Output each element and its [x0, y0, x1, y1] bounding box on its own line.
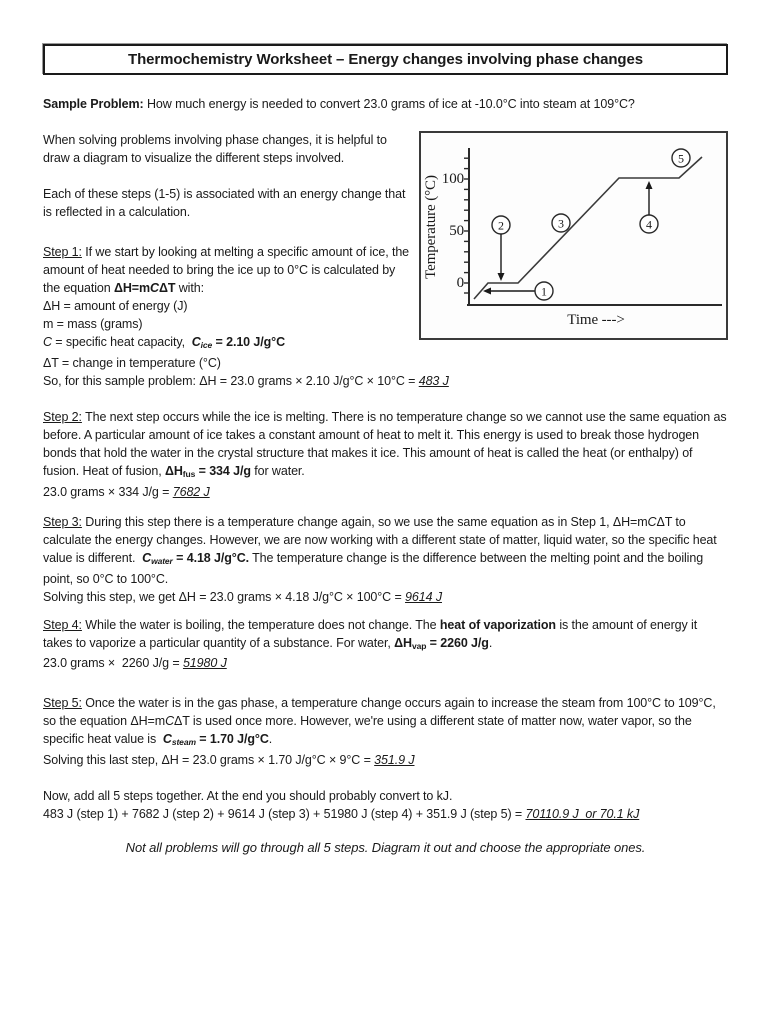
step-2-text: Step 2: The next step occurs while the ice is melting. There is no temperature change so we cannot use the same equation as before. A particular amount of ice takes a constant amount of heat to melt it. This energy is used to break those hydrogen bonds that hold the water in the crystal structure that makes it ice. This amount of heat is called the heat (or enthalpy) of fusion. Heat of fusion, ΔHfus = 334 J/g for water. [43, 409, 730, 479]
worksheet-title-box [43, 44, 728, 75]
step-marker-1 [483, 282, 553, 300]
step-3-text: Step 3: During this step there is a temperature change again, so we use the same equation as in Step 1, ΔH=mCΔT to calculate the energy changes. However, we are now working with a different state of matter, liquid water, so the specific heat value is different. Cwater = 4.18 J/g°C. The temperature change is the difference between the melting point and the boiling point, so 0°C to 100°C. [43, 514, 721, 586]
step-3-calculation: Solving this step, we get ΔH = 23.0 grams × 4.18 J/g°C × 100°C = 9614 J [43, 589, 442, 604]
step-4-calculation: 23.0 grams × 2260 J/g = 51980 J [43, 656, 227, 671]
y-tick-0: 0 [456, 275, 464, 291]
step-2-block [43, 408, 728, 501]
summary-calculation: 483 J (step 1) + 7682 J (step 2) + 9614 J (step 3) + 51980 J (step 4) + 351.9 J (step 5) = 70110.9 J or 70.1 kJ [43, 807, 640, 822]
step-marker-3 [552, 214, 570, 232]
heating-curve-svg [421, 133, 722, 334]
intro-paragraph-2: Each of these steps (1-5) is associated with an energy change that is reflected in a calculation. [43, 187, 406, 219]
worksheet-title: Thermochemistry Worksheet – Energy changes involving phase changes [128, 51, 643, 68]
step-3-block [43, 513, 728, 606]
y-axis-label: Temperature (°C) [423, 175, 439, 279]
step-1-def-dt: ΔT = change in temperature (°C) [43, 355, 221, 370]
step-marker-5 [672, 149, 690, 167]
summary-text: Now, add all 5 steps together. At the end you should probably convert to kJ. [43, 789, 453, 804]
step-4-block [43, 616, 728, 673]
step-4-text: Step 4: While the water is boiling, the temperature does not change. The heat of vaporization is the amount of energy it takes to vaporize a particular quantity of a substance. For water, ΔHvap = 2260 J/g. [43, 617, 701, 651]
summary-block [43, 787, 728, 823]
svg-text:2: 2 [498, 218, 504, 233]
closing-note: Not all problems will go through all 5 steps. Diagram it out and choose the appropriate ones. [125, 840, 646, 856]
step-1-def-dh: ΔH = amount of energy (J) [43, 299, 188, 313]
x-axis-label: Time ---> [567, 312, 625, 328]
step-5-calculation: Solving this last step, ΔH = 23.0 grams × 1.70 J/g°C × 9°C = 351.9 J [43, 753, 415, 768]
svg-text:3: 3 [558, 216, 564, 231]
heating-curve-diagram [419, 131, 728, 340]
step-1-def-c: C = specific heat capacity, Cice = 2.10 J/g°C [43, 335, 285, 350]
step-marker-2 [492, 216, 510, 281]
step-1-calculation: So, for this sample problem: ΔH = 23.0 grams × 2.10 J/g°C × 10°C = 483 J [43, 373, 449, 388]
y-tick-100: 100 [441, 171, 464, 187]
step-1-def-m: m = mass (grams) [43, 317, 143, 331]
svg-text:4: 4 [646, 217, 652, 232]
step-1-text: Step 1: If we start by looking at melting a specific amount of ice, the amount of heat needed to bring the ice up to 0°C is calculated by the equation ΔH=mCΔT with: [43, 245, 413, 295]
svg-text:5: 5 [678, 151, 684, 166]
step-5-block [43, 694, 728, 769]
step-2-calculation: 23.0 grams × 334 J/g = 7682 J [43, 484, 210, 499]
step-5-text: Step 5: Once the water is in the gas phase, a temperature change occurs again to increase the steam from 100°C to 109°C, so the equation ΔH=mCΔT is used once more. However, we're using a different state of matter now, water vapor, so the specific heat value is Csteam = 1.70 J/g°C. [43, 696, 720, 748]
sample-problem: Sample Problem: How much energy is needed to convert 23.0 grams of ice at -10.0°C into steam at 109°C? [43, 97, 635, 111]
y-tick-50: 50 [449, 223, 464, 239]
svg-text:1: 1 [541, 284, 547, 299]
intro-paragraph-1: When solving problems involving phase changes, it is helpful to draw a diagram to visualize the different steps involved. [43, 133, 387, 165]
step-marker-4 [640, 181, 658, 233]
